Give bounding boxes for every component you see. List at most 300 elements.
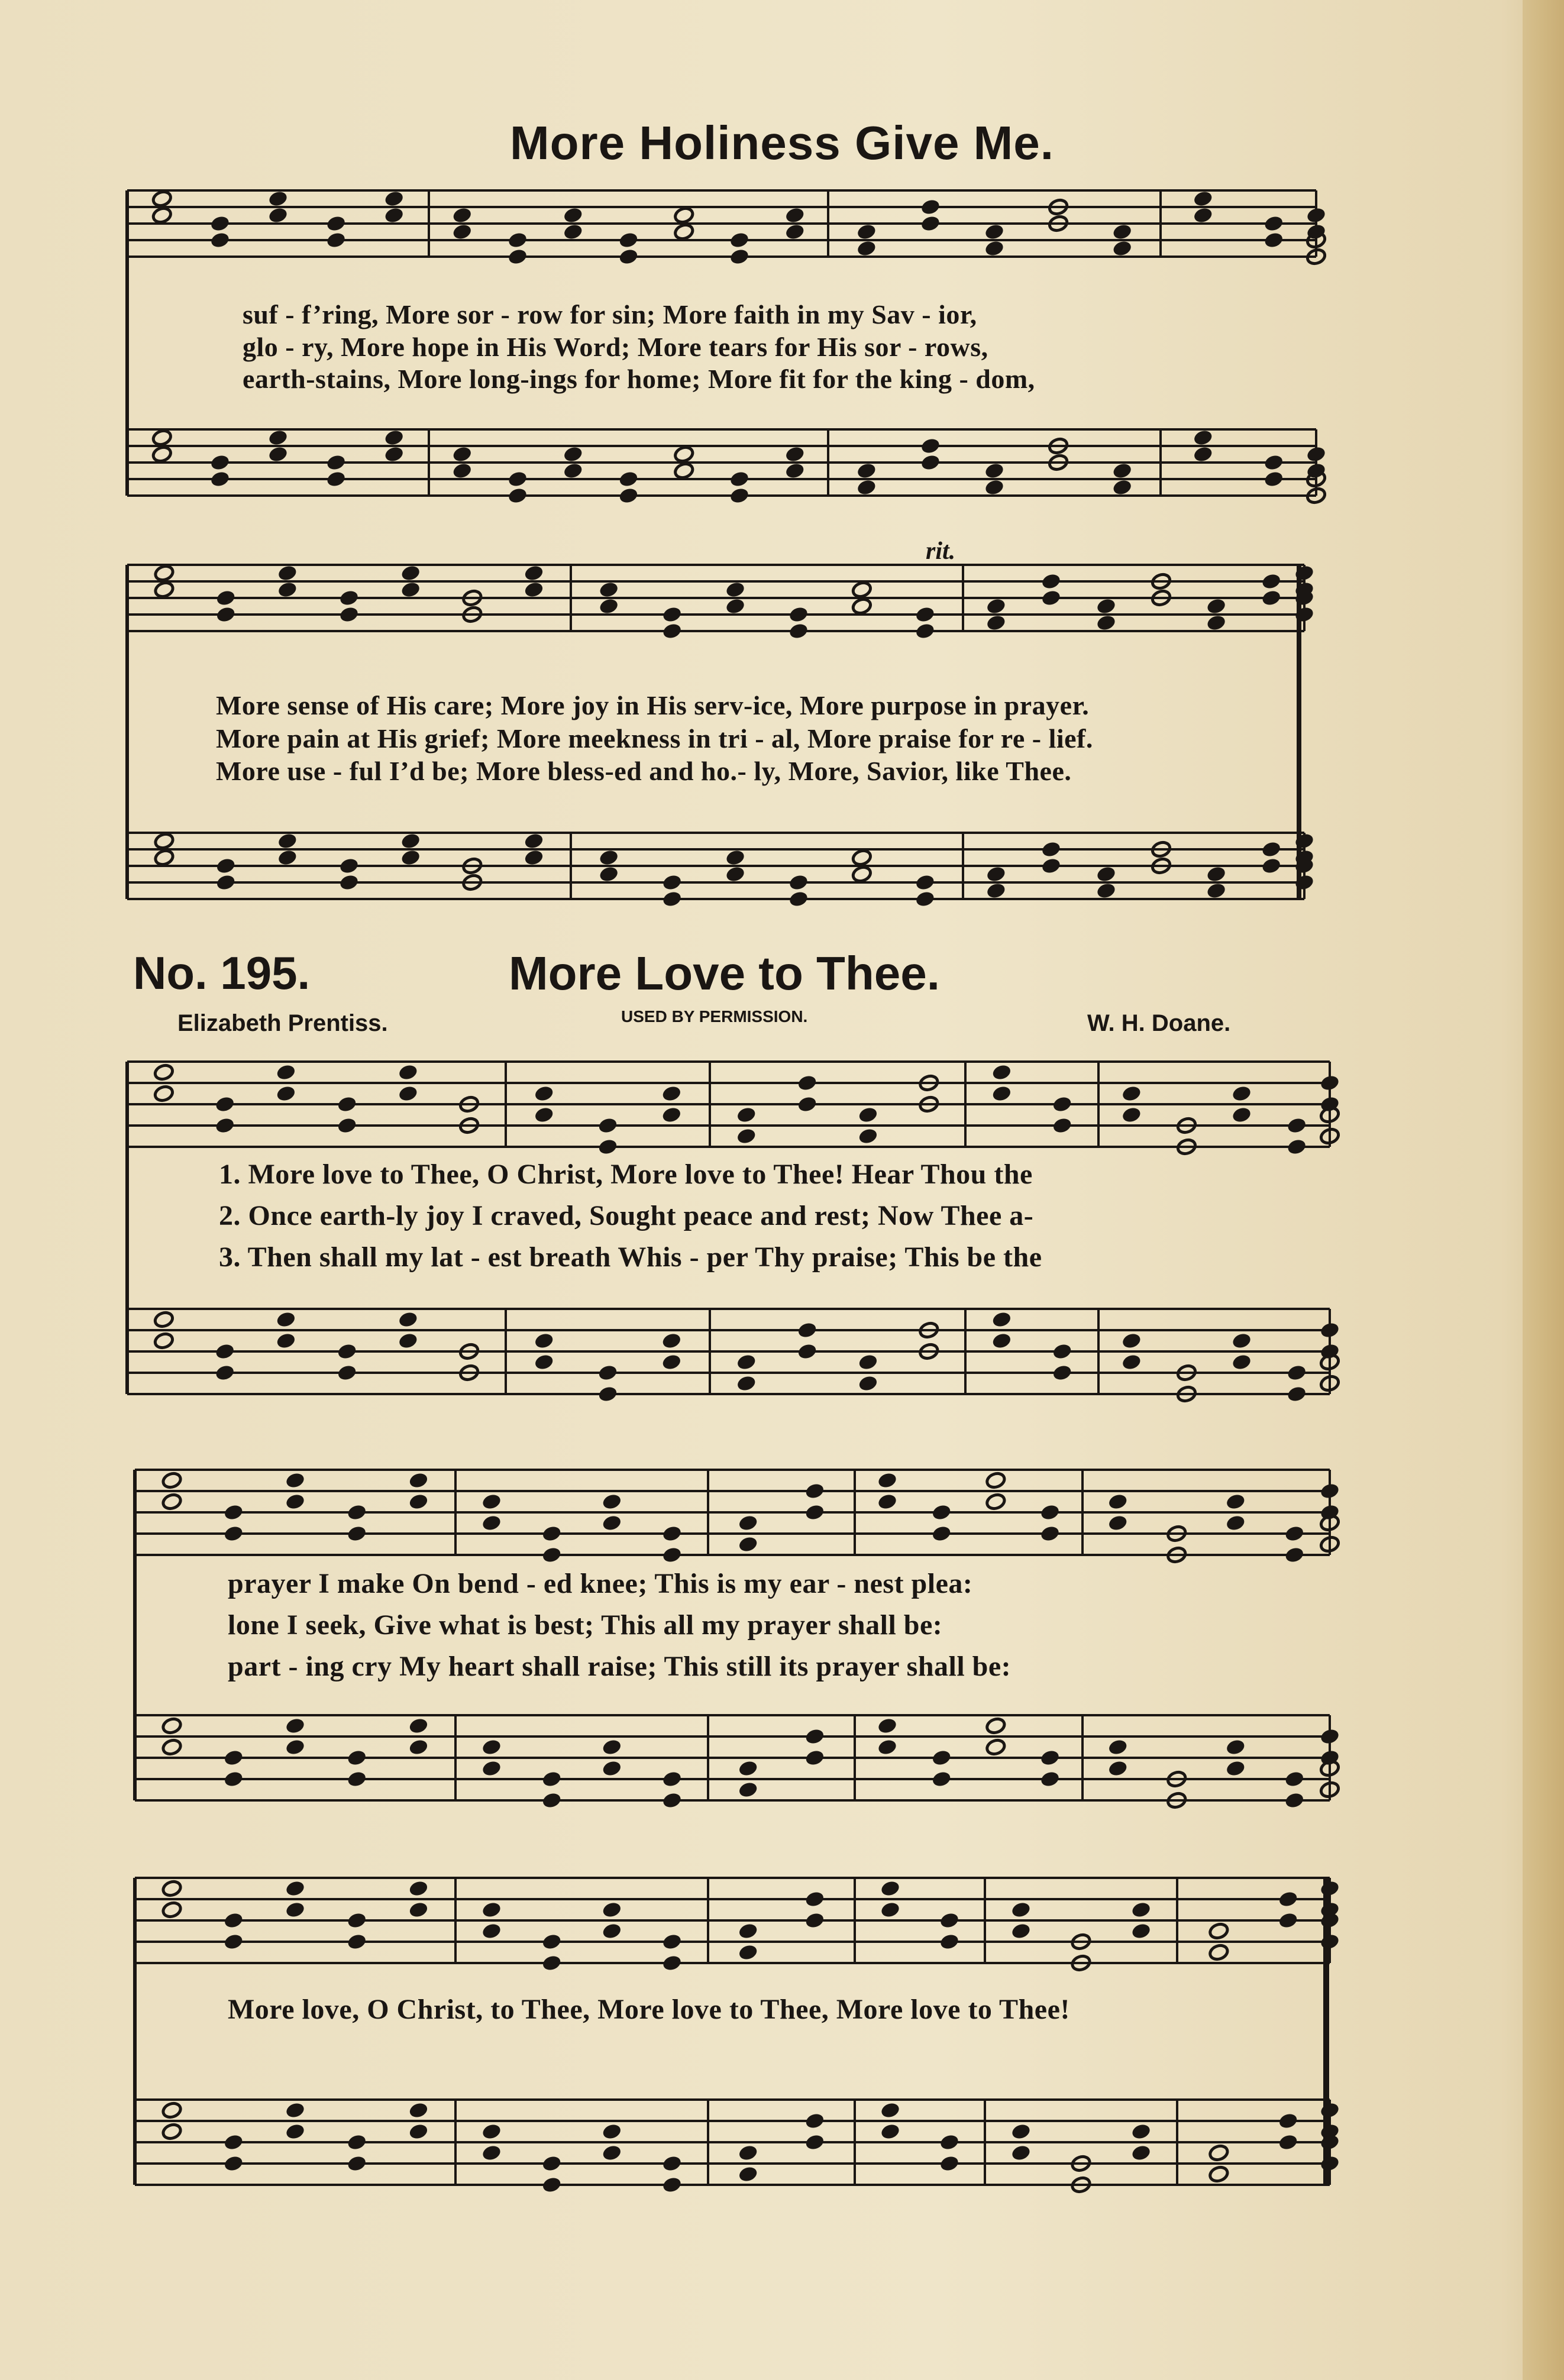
note-head [524, 832, 545, 851]
note-head [1231, 1085, 1252, 1103]
note-head [161, 1493, 183, 1511]
note-head [985, 1717, 1006, 1735]
note-head [507, 470, 528, 489]
note-head [215, 857, 237, 875]
note-head [451, 445, 473, 464]
note-head [337, 1343, 358, 1361]
note-head [154, 849, 175, 867]
note-head [738, 1760, 759, 1778]
note-head [214, 1364, 235, 1382]
note-head [161, 2101, 183, 2120]
note-head [1284, 1546, 1305, 1564]
note-head [534, 1353, 555, 1372]
note-head [1130, 1901, 1152, 1919]
note-head [601, 1901, 622, 1919]
note-head [856, 223, 877, 241]
hymn1-lyric-line-1: suf - f’ring, More sor - row for sin; More faith in my Sav - ior, [243, 299, 977, 329]
note-head [383, 206, 405, 225]
note-head [541, 1792, 563, 1810]
note-head [880, 1901, 901, 1919]
note-head [214, 1095, 235, 1114]
note-head [153, 1063, 175, 1082]
note-head [804, 1728, 826, 1746]
note-head [858, 1127, 879, 1146]
note-head [1261, 840, 1282, 859]
note-head [939, 1912, 960, 1930]
note-head [661, 1332, 682, 1350]
note-head [673, 206, 694, 225]
note-head [1263, 231, 1284, 250]
note-head [1225, 1493, 1246, 1511]
note-head [1010, 2123, 1032, 2141]
note-head [285, 1901, 306, 1919]
note-head [400, 849, 421, 867]
note-head [1052, 1117, 1073, 1135]
note-head [1111, 240, 1133, 258]
note-head [1284, 1770, 1305, 1789]
note-head [223, 1770, 244, 1789]
note-head [1278, 1912, 1299, 1930]
note-head [276, 1085, 297, 1103]
note-head [1319, 1933, 1340, 1951]
note-head [1263, 454, 1284, 472]
note-head [524, 849, 545, 867]
note-head [661, 1106, 682, 1124]
note-head [408, 1880, 429, 1898]
note-head [223, 1503, 244, 1522]
note-head [985, 614, 1007, 632]
note-head [880, 2101, 901, 2120]
note-head [1130, 2123, 1152, 2141]
note-head [1319, 1482, 1340, 1501]
note-head [984, 478, 1005, 497]
note-head [541, 1546, 563, 1564]
note-head [984, 240, 1005, 258]
note-head [277, 581, 298, 599]
note-head [1319, 2101, 1340, 2120]
note-head [161, 1738, 183, 1757]
note-head [1121, 1085, 1142, 1103]
hymn1-lyric-line-3: earth-stains, More long-ings for home; More fit for the king - dom, [243, 364, 1035, 394]
note-head [1231, 1106, 1252, 1124]
note-head [346, 1749, 367, 1767]
note-head [1225, 1760, 1246, 1778]
note-head [880, 1880, 901, 1898]
note-head [931, 1503, 952, 1522]
note-head [1040, 589, 1062, 607]
note-head [563, 445, 584, 464]
note-head [346, 1770, 367, 1789]
note-head [1284, 1792, 1305, 1810]
note-head [481, 2144, 502, 2162]
note-head [877, 1472, 898, 1490]
note-head [1039, 1770, 1061, 1789]
note-head [851, 865, 873, 884]
hymn2-verse2-line1: 2. Once earth-ly joy I craved, Sought peace and rest; Now Thee a- [219, 1200, 1034, 1231]
note-head [541, 2155, 563, 2173]
note-head [154, 564, 175, 583]
note-head [985, 1472, 1006, 1490]
note-head [338, 606, 360, 624]
note-head [541, 2176, 563, 2194]
note-head [738, 2165, 759, 2184]
note-head [1261, 589, 1282, 607]
note-head [991, 1063, 1013, 1082]
note-head [1010, 2144, 1032, 2162]
note-head [161, 1472, 183, 1490]
note-head [858, 1106, 879, 1124]
note-head [1040, 857, 1062, 875]
note-head [1010, 1922, 1032, 1941]
permission-notice: USED BY PERMISSION. [621, 1007, 808, 1026]
note-head [1111, 478, 1133, 497]
note-head [729, 487, 750, 505]
note-head [481, 1493, 502, 1511]
note-head [408, 1901, 429, 1919]
note-head [738, 1781, 759, 1799]
note-head [725, 865, 746, 884]
hymn1-lyric-line-2: glo - ry, More hope in His Word; More tears for His sor - rows, [243, 332, 988, 362]
note-head [277, 832, 298, 851]
note-head [383, 429, 405, 447]
note-head [1052, 1095, 1073, 1114]
note-head [851, 581, 873, 599]
note-head [729, 470, 750, 489]
note-head [725, 597, 746, 616]
note-head [276, 1063, 297, 1082]
note-head [597, 1117, 619, 1135]
note-head [788, 874, 809, 892]
note-head [1306, 445, 1327, 464]
note-head [346, 1525, 367, 1543]
note-head [736, 1353, 757, 1372]
note-head [223, 1912, 244, 1930]
note-head [325, 231, 347, 250]
note-head [398, 1085, 419, 1103]
note-head [338, 589, 360, 607]
note-head [1121, 1106, 1142, 1124]
note-head [1010, 1901, 1032, 1919]
note-head [1107, 1514, 1129, 1532]
note-head [985, 597, 1007, 616]
note-head [915, 890, 936, 908]
note-head [601, 1760, 622, 1778]
note-head [1121, 1332, 1142, 1350]
note-head [481, 2123, 502, 2141]
note-head [601, 2123, 622, 2141]
note-head [325, 470, 347, 489]
note-head [215, 589, 237, 607]
note-head [858, 1353, 879, 1372]
note-head [601, 1514, 622, 1532]
note-head [563, 223, 584, 241]
note-head [856, 478, 877, 497]
note-head [725, 581, 746, 599]
note-head [1306, 206, 1327, 225]
note-head [151, 429, 173, 447]
note-head [1107, 1493, 1129, 1511]
note-head [276, 1332, 297, 1350]
hymn2-verse2-line2: lone I seek, Give what is best; This all my prayer shall be: [228, 1609, 943, 1641]
note-head [804, 2112, 826, 2130]
note-head [788, 890, 809, 908]
note-head [601, 1922, 622, 1941]
note-head [856, 462, 877, 480]
note-head [400, 581, 421, 599]
note-head [725, 849, 746, 867]
note-head [1121, 1353, 1142, 1372]
note-head [1263, 470, 1284, 489]
note-head [661, 1954, 683, 1972]
note-head [985, 1738, 1006, 1757]
note-head [1286, 1364, 1307, 1382]
note-head [991, 1332, 1013, 1350]
note-head [939, 2133, 960, 2152]
note-head [920, 437, 941, 455]
note-head [1319, 1880, 1340, 1898]
note-head [1206, 882, 1227, 900]
hymn1-lyric-line-5: More pain at His grief; More meekness in tri - al, More praise for re - lief. [216, 723, 1093, 754]
note-head [804, 1912, 826, 1930]
note-head [931, 1749, 952, 1767]
note-head [153, 1085, 175, 1103]
note-head [1040, 573, 1062, 591]
note-head [346, 1912, 367, 1930]
note-head [223, 2155, 244, 2173]
note-head [797, 1321, 818, 1340]
note-head [346, 1933, 367, 1951]
note-head [804, 2133, 826, 2152]
note-head [784, 462, 806, 480]
note-head [563, 206, 584, 225]
note-head [398, 1311, 419, 1329]
note-head [400, 832, 421, 851]
note-head [880, 2123, 901, 2141]
note-head [1039, 1503, 1061, 1522]
note-head [661, 2176, 683, 2194]
note-head [1039, 1525, 1061, 1543]
note-head [383, 190, 405, 208]
note-head [1278, 1890, 1299, 1909]
hymn2-verse1-line1: 1. More love to Thee, O Christ, More love to Thee! Hear Thou the [219, 1159, 1033, 1190]
hymn-title-more-love: More Love to Thee. [509, 947, 940, 1000]
note-head [153, 1332, 175, 1350]
note-head [661, 1525, 683, 1543]
lyricist-credit: Elizabeth Prentiss. [177, 1010, 388, 1036]
note-head [1107, 1760, 1129, 1778]
note-head [285, 1472, 306, 1490]
note-head [1040, 840, 1062, 859]
composer-credit: W. H. Doane. [1087, 1010, 1231, 1036]
note-head [738, 2144, 759, 2162]
note-head [920, 215, 941, 233]
note-head [451, 223, 473, 241]
note-head [161, 1880, 183, 1898]
note-head [161, 2123, 183, 2141]
note-head [481, 1922, 502, 1941]
note-head [1096, 597, 1117, 616]
note-head [1130, 2144, 1152, 2162]
note-head [729, 231, 750, 250]
note-head [1193, 190, 1214, 208]
note-head [151, 445, 173, 464]
note-head [939, 2155, 960, 2173]
note-head [851, 849, 873, 867]
note-head [784, 445, 806, 464]
note-head [788, 622, 809, 641]
note-head [277, 564, 298, 583]
note-head [1225, 1514, 1246, 1532]
note-head [1107, 1738, 1129, 1757]
note-head [223, 1525, 244, 1543]
note-head [1096, 614, 1117, 632]
note-head [534, 1332, 555, 1350]
note-head [346, 1503, 367, 1522]
note-head [618, 487, 639, 505]
note-head [738, 1535, 759, 1554]
note-head [209, 215, 231, 233]
note-head [920, 198, 941, 216]
note-head [877, 1717, 898, 1735]
note-head [151, 190, 173, 208]
note-head [736, 1127, 757, 1146]
note-head [1261, 573, 1282, 591]
note-head [338, 857, 360, 875]
note-head [507, 231, 528, 250]
note-head [541, 1933, 563, 1951]
note-head [985, 1493, 1006, 1511]
note-head [1261, 857, 1282, 875]
note-head [408, 2123, 429, 2141]
note-head [1208, 1922, 1230, 1941]
note-head [1111, 223, 1133, 241]
note-head [661, 890, 683, 908]
note-head [661, 606, 683, 624]
note-head [507, 248, 528, 266]
hymn-number: No. 195. [133, 947, 311, 999]
note-head [738, 1922, 759, 1941]
note-head [1096, 865, 1117, 884]
note-head [153, 1311, 175, 1329]
note-head [346, 2155, 367, 2173]
note-head [285, 1717, 306, 1735]
note-head [797, 1074, 818, 1092]
note-head [1263, 215, 1284, 233]
note-head [661, 1085, 682, 1103]
note-head [598, 597, 619, 616]
note-head [338, 874, 360, 892]
note-head [856, 240, 877, 258]
hymn2-verse1-line2: prayer I make On bend - ed knee; This is my ear - nest plea: [228, 1568, 973, 1599]
note-head [931, 1770, 952, 1789]
note-head [408, 1493, 429, 1511]
note-head [736, 1375, 757, 1393]
note-head [601, 1493, 622, 1511]
note-head [1193, 206, 1214, 225]
note-head [991, 1311, 1013, 1329]
note-head [541, 1954, 563, 1972]
note-head [673, 445, 694, 464]
note-head [1206, 597, 1227, 616]
note-head [267, 190, 289, 208]
note-head [1286, 1138, 1307, 1156]
note-head [920, 454, 941, 472]
note-head [877, 1493, 898, 1511]
note-head [215, 606, 237, 624]
note-head [507, 487, 528, 505]
note-head [223, 1933, 244, 1951]
note-head [154, 581, 175, 599]
note-head [451, 462, 473, 480]
note-head [398, 1332, 419, 1350]
note-head [524, 581, 545, 599]
note-head [277, 849, 298, 867]
note-head [214, 1343, 235, 1361]
note-head [1319, 2155, 1340, 2173]
note-head [601, 1738, 622, 1757]
note-head [618, 248, 639, 266]
note-head [285, 1738, 306, 1757]
note-head [804, 1482, 826, 1501]
note-head [1206, 614, 1227, 632]
note-head [601, 2144, 622, 2162]
note-head [325, 215, 347, 233]
note-head [451, 206, 473, 225]
note-head [285, 2101, 306, 2120]
note-head [1284, 1525, 1305, 1543]
note-head [915, 606, 936, 624]
note-head [915, 622, 936, 641]
note-head [541, 1525, 563, 1543]
note-head [784, 223, 806, 241]
note-head [851, 597, 873, 616]
note-head [481, 1901, 502, 1919]
note-head [804, 1503, 826, 1522]
note-head [346, 2133, 367, 2152]
note-head [408, 1738, 429, 1757]
note-head [154, 832, 175, 851]
note-head [729, 248, 750, 266]
note-head [1286, 1385, 1307, 1404]
note-head [285, 1493, 306, 1511]
note-head [915, 874, 936, 892]
note-head [267, 206, 289, 225]
note-head [618, 470, 639, 489]
note-head [337, 1095, 358, 1114]
note-head [337, 1364, 358, 1382]
hymn1-lyric-line-4: More sense of His care; More joy in His serv-ice, More purpose in prayer. [216, 690, 1090, 720]
note-head [661, 622, 683, 641]
note-head [797, 1095, 818, 1114]
note-head [1206, 865, 1227, 884]
note-head [161, 1717, 183, 1735]
note-head [400, 564, 421, 583]
note-head [398, 1063, 419, 1082]
note-head [337, 1117, 358, 1135]
note-head [1278, 2133, 1299, 2152]
note-head [661, 874, 683, 892]
note-head [408, 1717, 429, 1735]
note-head [1231, 1332, 1252, 1350]
note-head [408, 2101, 429, 2120]
ritardando-marking: rit. [926, 538, 956, 565]
note-head [524, 564, 545, 583]
note-head [1319, 1074, 1340, 1092]
note-head [285, 1880, 306, 1898]
note-head [209, 454, 231, 472]
note-head [541, 1770, 563, 1789]
hymn1-lyric-line-6: More use - ful I’d be; More bless-ed and ho.- ly, More, Savior, like Thee. [216, 756, 1072, 786]
